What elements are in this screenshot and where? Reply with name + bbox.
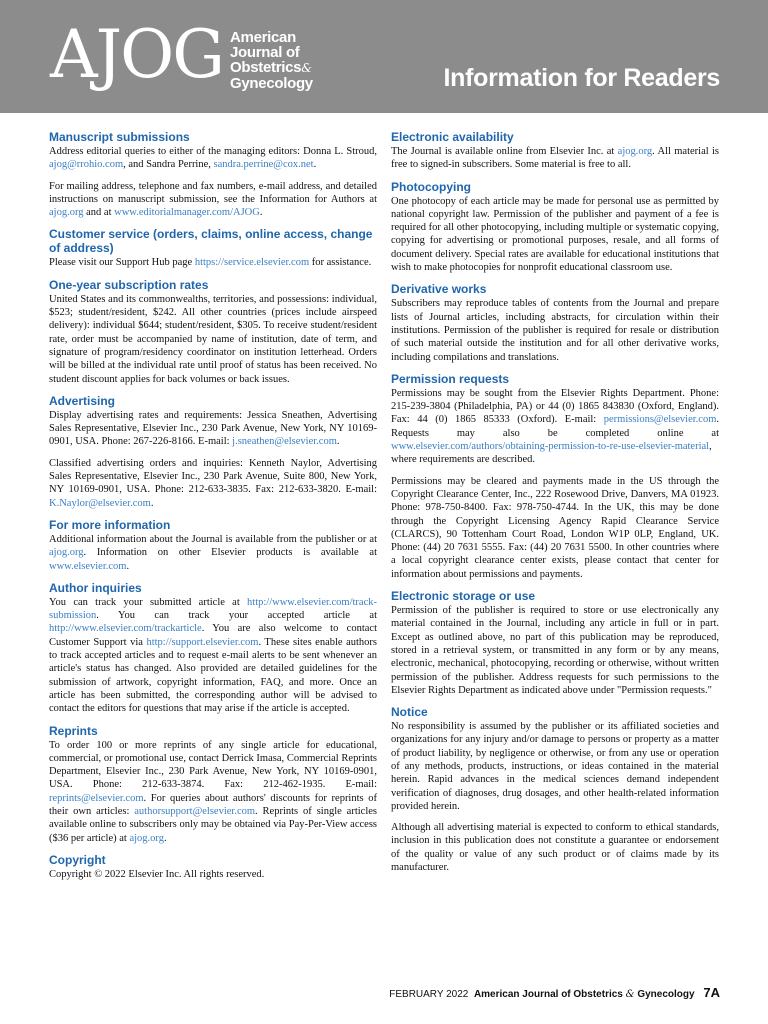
journal-name-part: American Journal of Obstetrics [473,989,623,1000]
section-paragraph [391,145,719,172]
section [49,394,377,510]
section [49,227,377,269]
section-heading: Customer service (orders, claims, online access, change of address) [49,227,373,256]
section [49,581,377,716]
text-run: . These sites enable authors to track accepted articles and to request e-mail alerts to be sent whenever an article's status has changed. Also provided are detailed guidelines for the submission of artwork, copyright information, FAQ, and more. Once an article has been submitted, the corresponding author will be advised to contact the editors for questions that may arise if the article is accepted. [49,636,377,715]
text-run: Additional information about the Journal is available from the publisher or at [49,533,377,545]
text-run: . All material is free to signed-in subscribers. Some material is free to all. [391,146,719,171]
section-paragraph [49,409,377,449]
text-run: Permission of the publisher is required to store or use electronically any material contained in the Journal, including any article in full or in part. Except as outlined above, no part of this publication may be reproduced, stored in a retrieval system, or transmitted in any form or by any means, electronic, mechanical, photocopying, recording or otherwise, without written permission of the publisher. Address requests for such permissions to the Elsevier Rights Department as indicated above under "Permission requests." [391,605,719,696]
section-heading: Advertising [49,393,116,408]
section-paragraph [49,457,377,510]
text-run: , where requirements are described. [391,441,712,466]
link[interactable]: https://service.elsevier.com [194,257,310,269]
link[interactable]: ajog.org [129,832,164,844]
text-run: . Requests may also be completed online at [391,414,719,439]
link[interactable]: www.elsevier.com/authors/obtaining-permission-to-re-use-elsevier-material [391,441,710,453]
section-heading: Manuscript submissions [49,130,190,144]
text-run: . [126,560,130,572]
link[interactable]: www.editorialmanager.com/AJOG [114,207,260,219]
section-heading: Notice [391,705,428,720]
left-column [49,130,377,889]
section-heading: Permission requests [391,371,510,386]
section-heading: For more information [49,517,171,532]
logo-line: Gynecology [230,75,313,92]
section-paragraph [391,195,719,275]
text-run: . [150,497,154,509]
section-paragraph [49,596,377,716]
text-run: . [313,159,317,171]
logo-ampersand: & [301,61,312,75]
section-paragraph [49,293,377,386]
link[interactable]: permissions@elsevier.com [603,414,717,426]
link[interactable]: K.Naylor@elsevier.com [49,497,151,509]
journal-ampersand: & [625,989,635,1000]
link[interactable]: www.elsevier.com [49,560,127,572]
text-run: for assistance. [309,257,372,269]
section-heading: Photocopying [391,179,471,194]
section [391,589,719,697]
text-run: . You are also welcome to contact Customer Support via [49,623,377,648]
link[interactable]: ajog.org [617,146,653,157]
journal-name [474,989,695,1000]
link[interactable]: authorsupport@elsevier.com [134,805,256,817]
section-paragraph [49,256,377,269]
section-paragraph [391,604,719,697]
link[interactable]: sandra.perrine@cox.net [213,159,314,171]
section-heading: Electronic availability [391,130,514,144]
text-run: Copyright © 2022 Elsevier Inc. All rights reserved. [49,868,265,880]
text-run: . [259,207,263,219]
link[interactable]: ajog@rrohio.com [49,159,124,171]
journal-logo-letters: AJOG [50,16,223,93]
link[interactable]: http://support.elsevier.com [146,636,259,648]
issue-date: FEBRUARY 2022 [389,989,469,1000]
text-run: . [163,832,167,844]
section-paragraph [49,145,377,172]
text-run: . [336,436,340,448]
text-run: United States and its commonwealths, territories, and possessions: individual, $523; student/resident, $242. All other countries (prices include airspeed delivery): individual $644; student/resident, $305. To receive student/resident rate, order must be accompanied by name of institution, date of term, and signature of program/residency coordinator on institution letterhead. Orders will be billed at the individual rate until proof of status has been received. No student discount applies for back volumes or back issues. [49,293,377,385]
section [49,518,377,573]
text-run: Although all advertising material is expected to conform to ethical standards, inclusion in this publication does not constitute a guarantee or endorsement of the quality or value of any such product or of claims made by its manufacturer. [391,822,719,874]
section [49,130,377,219]
header-banner [0,0,768,113]
text-run: Display advertising rates and requirements: Jessica Sneathen, Advertising Sales Representative, Elsevier Inc., 230 Park Avenue, New York, NY 10169-0901, USA. Phone: 267-226-8166. E-mail: [49,409,377,448]
text-run: Please visit our Support Hub page [49,257,195,269]
section-heading: Reprints [49,723,98,738]
section-heading: Derivative works [391,282,487,297]
text-run: No responsibility is assumed by the publisher or its affiliated societies and organizations for any injury and/or damage to persons or property as a matter of product liability, by negligence or otherwise, or from any use or operation of any methods, products, instructions, or ideas contained in the material herein. Rapid advances in the medical sciences demand independent verification of diagnoses, drug dosages, and other health-related information provided herein. [391,721,719,812]
section-paragraph [49,739,377,845]
text-run: Classified advertising orders and inquiries: Kenneth Naylor, Advertising Sales Representative, Elsevier Inc., 230 Park Avenue, Suite 800, New York, NY 10169-0901, USA. Phone: 212-633-3835. Fax: 212-633-3820. E-mail: [49,457,377,496]
text-run: Permissions may be cleared and payments made in the US through the Copyright Clearance Center, Inc., 222 Rosewood Drive, Danvers, MA 01923. Phone: 978-750-8400. Fax: 978-750-4744. In the UK, this may be done through the Copyright Licensing Agency Rapid Clearance Service (CLARCS), 90 Tottenham Court Road, London W1P 0LP, England, UK. Phone: (44) 20 7631 5555. Fax: (44) 20 7631 5500. In other countries where a local copyright clearance center exists, please contact that center for information about permissions and payments. [391,475,719,580]
link[interactable]: http://www.elsevier.com/trackarticle [49,623,202,635]
right-column [391,130,719,882]
section-heading: Copyright [49,852,106,867]
logo-line-text: Obstetrics [230,59,302,76]
text-run: and at [83,207,115,219]
page-title: Information for Readers [443,64,720,92]
link[interactable]: reprints@elsevier.com [49,792,144,804]
section-heading: Author inquiries [49,580,142,595]
section-paragraph [391,475,719,581]
text-run: . For queries about authors' discounts for reprints of their own articles: [49,792,377,817]
text-run: Permissions may be sought from the Elsevier Rights Department. Phone: 215-239-3804 (Philadelphia, PA) or 44 (0) 1865 843830 (Oxford, England). Fax: 44 (0) 1865 85333 (Oxford). E-mail: [391,387,719,426]
text-run: Address editorial queries to either of the managing editors: Donna L. Stroud, [49,146,377,157]
text-run: You can track your submitted article at [49,596,248,608]
journal-name-part: Gynecology [637,989,695,1000]
section-paragraph [49,868,377,881]
section [391,282,719,363]
section-paragraph [391,297,719,363]
text-run: For mailing address, telephone and fax numbers, e-mail address, and detailed instructions on manuscript submission, see the Information for Authors at [49,180,377,205]
section [391,705,719,874]
page-footer [0,985,720,1000]
link[interactable]: ajog.org [49,207,84,219]
section [391,372,719,581]
text-run: The Journal is available online from Elsevier Inc. at [391,146,618,157]
journal-logo-wordmark [230,30,313,91]
section [49,724,377,845]
text-run: To order 100 or more reprints of any single article for educational, commercial, or promotional use, contact Derrick Imasa, Commercial Reprints Department, Elsevier Inc., 230 Park Avenue, New York, NY 10169-0901, USA. Phone: 212-633-3874. Fax: 212-462-1935. E-mail: [49,739,377,791]
section-heading: One-year subscription rates [49,277,209,292]
link[interactable]: http://www.elsevier.com/track-submission [49,596,377,622]
section-paragraph [49,180,377,220]
text-run: . Reprints of single articles available online to subscribers only may be obtained via Pay-Per-View access ($36 per article) at [49,805,377,844]
logo-line [230,60,313,76]
text-run: Subscribers may reproduce tables of contents from the Journal and prepare lists of Journal articles, including abstracts, for circulation within their institutions. Permission of the publisher is required for resale or distribution of such material outside the institution and for all other derivative works, including compilations and translations. [391,298,719,363]
text-run: . Information on other Elsevier products is available at [83,547,377,559]
section-paragraph [391,720,719,813]
link[interactable]: ajog.org [49,547,84,559]
logo-line: Journal of [230,44,300,61]
section-paragraph [391,821,719,874]
section-heading: Electronic storage or use [391,589,536,604]
section [49,853,377,881]
section [391,130,719,172]
section [49,278,377,386]
text-run: , and Sandra Perrine, [123,159,214,171]
section [391,180,719,275]
logo-line: American [230,29,296,46]
text-run: One photocopy of each article may be made for personal use as permitted by national copyright law. Permission of the publisher and payment of a fee is required for all other photocopying, including multiple or systematic copying, copying for advertising or promotional purposes, resale, and all forms of document delivery. Special rates are available for educational institutions that wish to make photocopies for nonprofit educational classroom use. [391,195,719,274]
text-run: . You can track your accepted article at [96,610,377,622]
page-number: 7A [703,985,720,1000]
section-paragraph [49,533,377,573]
section-paragraph [391,387,719,467]
link[interactable]: j.sneathen@elsevier.com [232,436,337,448]
